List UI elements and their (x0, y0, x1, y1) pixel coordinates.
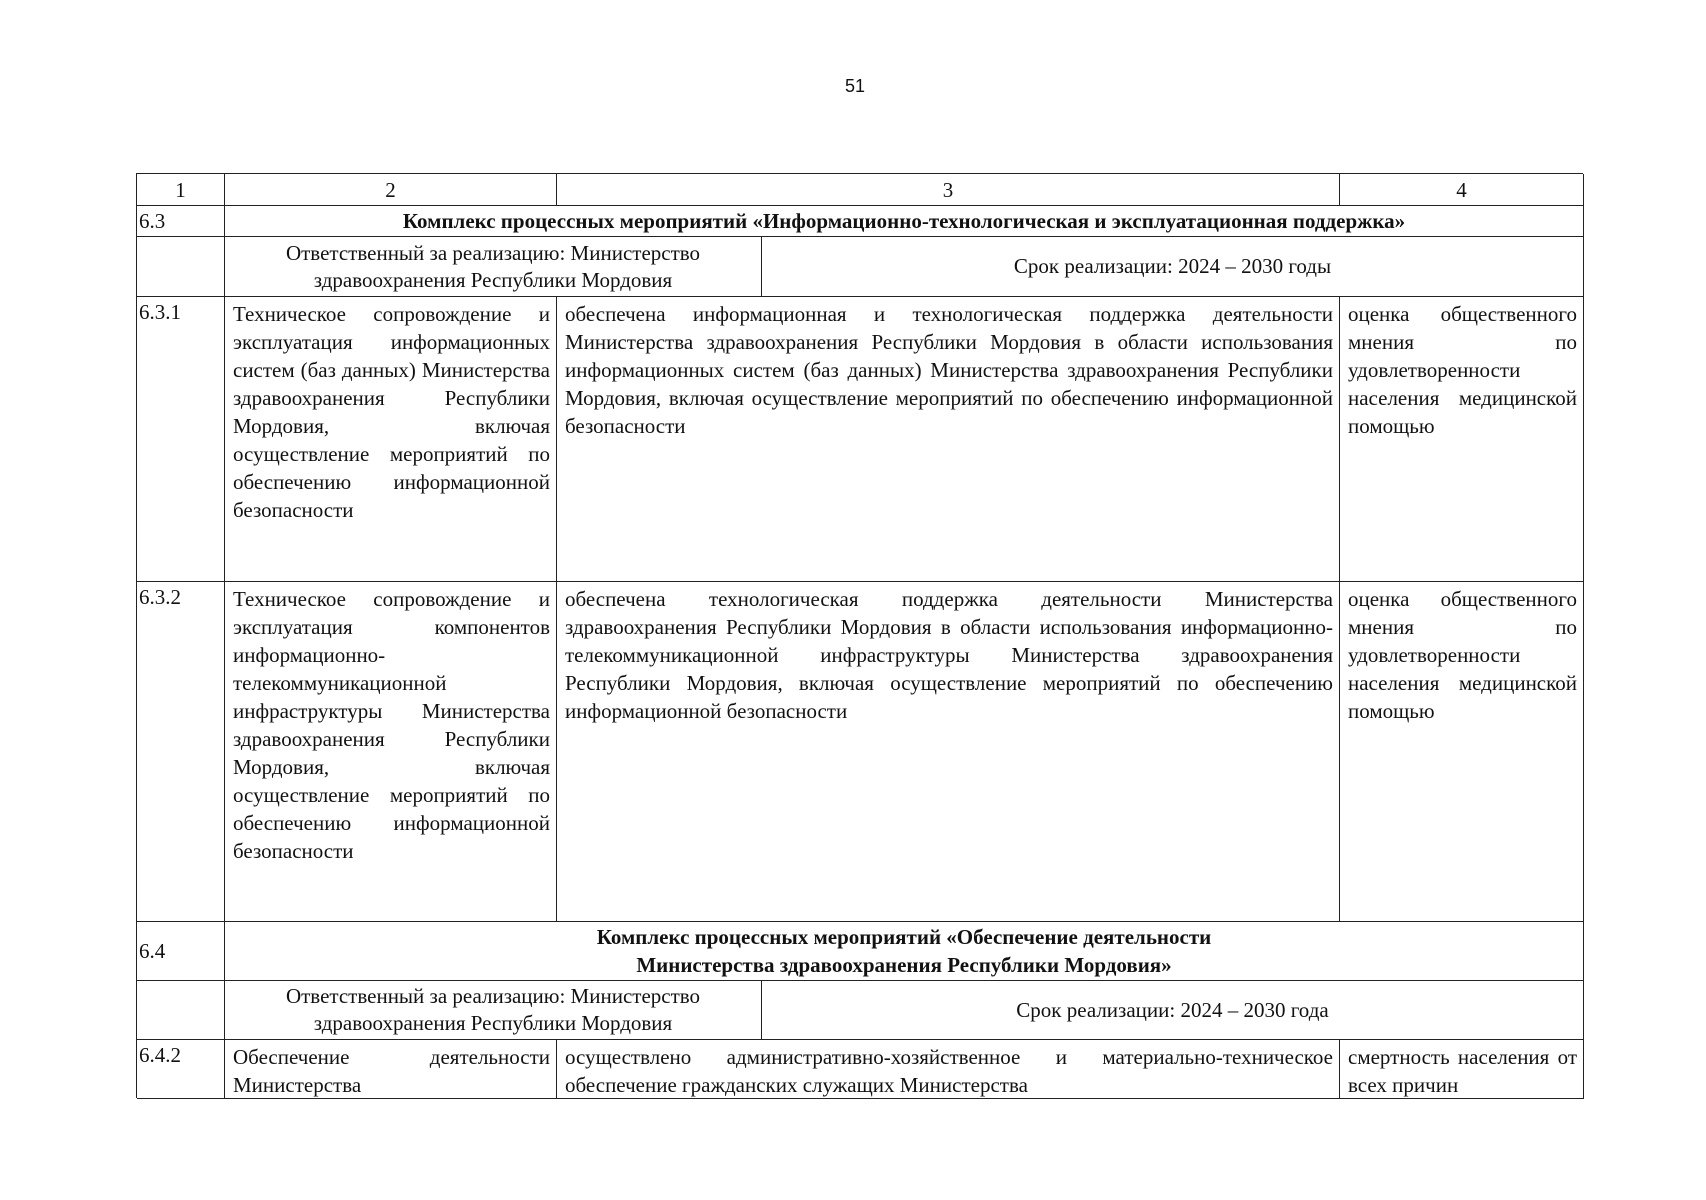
task-cell: Обеспечение деятельности Министерства (225, 1040, 557, 1099)
indicator-cell: оценка общественного мнения по удовлетворенности населения медицинской помощью (1340, 297, 1584, 582)
section-title (225, 922, 1584, 981)
deadline-text: Срок реализации: 2024 – 2030 годы (1013, 254, 1332, 278)
result-cell: осуществлено административно-хозяйственное и материально-техническое обеспечение гражданских служащих Министерства (557, 1040, 1340, 1099)
section-title-line: Комплекс процессных мероприятий «Обеспечение деятельности (596, 925, 1212, 949)
section-title (225, 206, 1584, 237)
row-number: 6.3.2 (137, 582, 225, 922)
page-number: 51 (844, 76, 866, 96)
indicator-cell: оценка общественного мнения по удовлетворенности населения медицинской помощью (1340, 582, 1584, 922)
result-cell: обеспечена информационная и технологическая поддержка деятельности Министерства здравоохранения Республики Мордовия в области использования информационных систем (баз данных) Министерства здравоохранения Республики Мордовия, включая осуществление мероприятий по обеспечению информационной безопасности (557, 297, 1340, 582)
section-meta-row (225, 237, 1584, 297)
section-number: 6.3 (137, 206, 225, 237)
deadline-text: Срок реализации: 2024 – 2030 года (1016, 997, 1329, 1022)
responsible-cell (225, 981, 762, 1039)
responsible-line: здравоохранения Республики Мордовия (313, 267, 673, 292)
section-title-line: Министерства здравоохранения Республики Мордовия» (636, 953, 1172, 977)
section-number: 6.4 (137, 922, 225, 981)
responsible-line: Ответственный за реализацию: Министерство (285, 240, 701, 265)
indicator-cell: смертность населения от всех причин (1340, 1040, 1584, 1099)
responsible-line: здравоохранения Республики Мордовия (313, 1011, 673, 1035)
task-cell: Техническое сопровождение и эксплуатация информационных систем (баз данных) Министерства здравоохранения Республики Мордовия, включая осуществление мероприятий по обеспечению информационной безопасности (225, 297, 557, 582)
section-title-line: Комплекс процессных мероприятий «Информационно-технологическая и эксплуатационная поддержка» (402, 209, 1406, 233)
column-header: 4 (1340, 174, 1584, 206)
responsible-cell (225, 237, 762, 296)
result-cell: обеспечена технологическая поддержка деятельности Министерства здравоохранения Республики Мордовия в области использования информационно-телекоммуникационной инфраструктуры Министерства здравоохранения Республики Мордовия, включая осуществление мероприятий по обеспечению информационной безопасности (557, 582, 1340, 922)
deadline-cell (762, 237, 1583, 296)
row-number: 6.3.1 (137, 297, 225, 582)
column-header: 1 (137, 174, 225, 206)
measures-table (136, 173, 1583, 1098)
task-cell: Техническое сопровождение и эксплуатация компонентов информационно-телекоммуникационной инфраструктуры Министерства здравоохранения Республики Мордовия, включая осуществление мероприятий по обеспечению информационной безопасности (225, 582, 557, 922)
responsible-line: Ответственный за реализацию: Министерство (285, 984, 701, 1008)
empty-number-cell (137, 237, 225, 297)
section-meta-row (225, 981, 1584, 1040)
empty-number-cell (137, 981, 225, 1040)
deadline-cell (762, 981, 1583, 1039)
column-header: 2 (225, 174, 557, 206)
column-header: 3 (557, 174, 1340, 206)
row-number: 6.4.2 (137, 1040, 225, 1099)
